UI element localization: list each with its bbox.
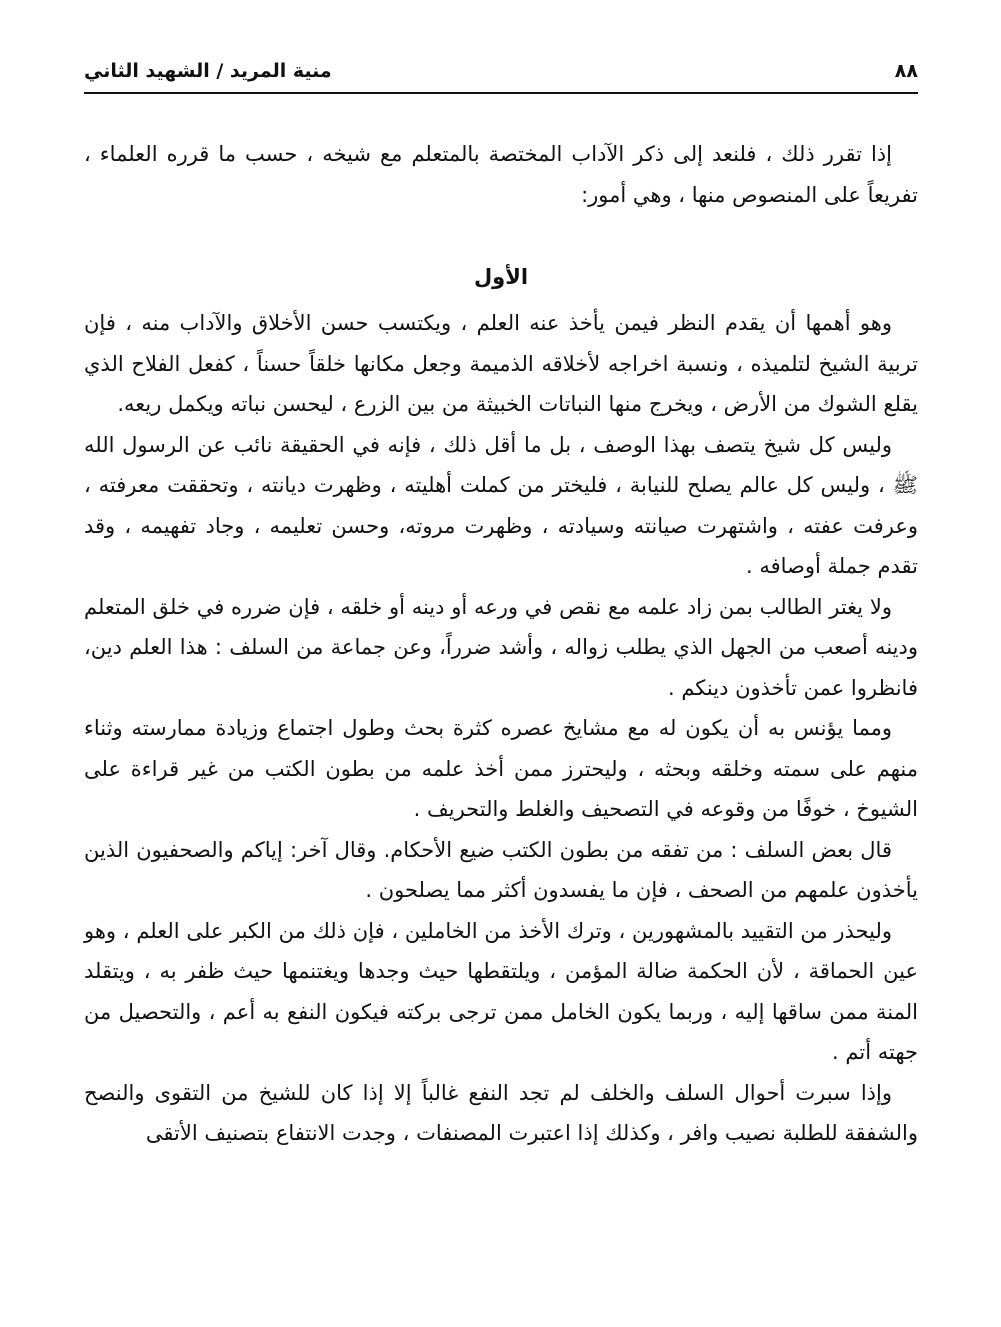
book-page [84,52,918,1322]
intro-paragraph: إذا تقرر ذلك ، فلنعد إلى ذكر الآداب المختصة بالمتعلم مع شيخه ، حسب ما قرره العلماء ، تفريعاً على المنصوص منها ، وهي أمور: [84,142,918,207]
paragraph: ولا يغتر الطالب بمن زاد علمه مع نقص في ورعه أو دينه أو خلقه ، فإن ضرره في خلق المتعلم ودينه أصعب من الجهل الذي يطلب زواله ، وأشد ضرراً، وعن جماعة من السلف : هذا العلم دين، فانظروا عمن تأخذون دينكم . [84,594,918,700]
paragraph: قال بعض السلف : من تفقه من بطون الكتب ضيع الأحكام. وقال آخر: إياكم والصحفيون الذين يأخذون علمهم من الصحف ، فإن ما يفسدون أكثر مما يصلحون . [84,837,918,902]
paragraph: وليس كل شيخ يتصف بهذا الوصف ، بل ما أقل ذلك ، فإنه في الحقيقة نائب عن الرسول الله ﷺ ، وليس كل عالم يصلح للنيابة ، فليختر من كملت أهليته ، وظهرت ديانته ، وتحققت معرفته ، وعرفت عفته ، واشتهرت صيانته وسيادته ، وظهرت مروته، وحسن تعليمه ، وجاد تفهيمه ، وقد تقدم جملة أوصافه . [84,432,918,578]
paragraph: وهو أهمها أن يقدم النظر فيمن يأخذ عنه العلم ، ويكتسب حسن الأخلاق والآداب منه ، فإن تربية الشيخ لتلميذه ، ونسبة اخراجه لأخلاقه الذميمة وجعل مكانها خلقاً حسناً ، كفعل الفلاح الذي يقلع الشوك من الأرض ، ويخرج منها النباتات الخبيثة من بين الزرع ، ليحسن نباته ويكمل ريعه. [84,311,918,416]
paragraph: ومما يؤنس به أن يكون له مع مشايخ عصره كثرة بحث وطول اجتماع وزيادة ممارسته وثناء منهم على سمته وخلقه وبحثه ، وليحترز ممن أخذ علمه من بطون الكتب من غير قراءة على الشيوخ ، خوفًا من وقوعه في التصحيف والغلط والتحريف . [84,716,918,821]
page-number: ٨٨ [894,60,918,82]
running-header [84,52,918,94]
page-body [84,134,918,1154]
section-heading: الأول [473,265,529,289]
paragraph: وليحذر من التقييد بالمشهورين ، وترك الأخذ من الخاملين ، فإن ذلك من الكبر على العلم ، وهو عين الحماقة ، لأن الحكمة ضالة المؤمن ، ويلتقطها حيث وجدها ويغتنمها حيث ظفر به ، ويتقلد المنة ممن ساقها إليه ، وربما يكون الخامل ممن ترجى بركته فيكون النفع به أعم ، والتحصيل من جهته أتم . [84,918,918,1064]
paragraph: وإذا سبرت أحوال السلف والخلف لم تجد النفع غالباً إلا إذا كان للشيخ من التقوى والنصح والشفقة للطلبة نصيب وافر ، وكذلك إذا اعتبرت المصنفات ، وجدت الانتفاع بتصنيف الأتقى [84,1080,918,1145]
book-title: منية المريد / الشهيد الثاني [84,60,332,82]
